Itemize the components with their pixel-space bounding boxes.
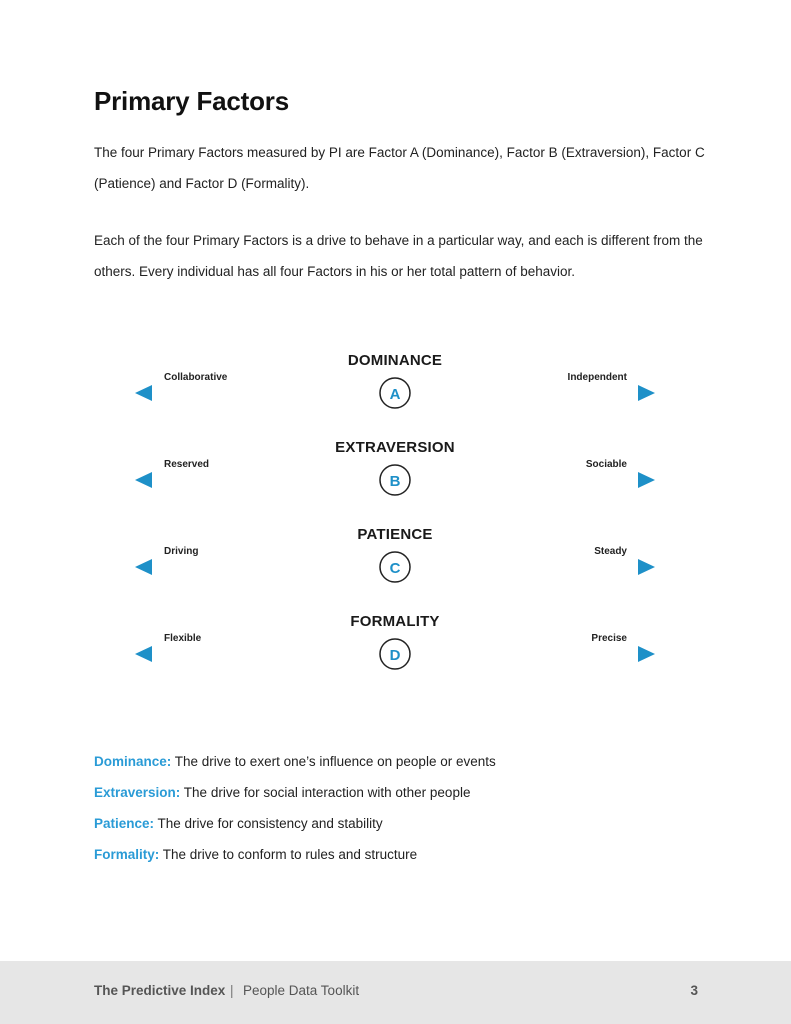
scale-title: PATIENCE (357, 526, 433, 543)
scale-right-label: Independent (567, 372, 627, 383)
footer-brand: The Predictive Index (94, 983, 226, 998)
patience-scale (130, 526, 660, 586)
definition-text: The drive to conform to rules and structure (159, 847, 418, 862)
scale-title: DOMINANCE (347, 352, 443, 369)
definition-dominance (94, 746, 714, 777)
left-arrowhead-icon (135, 646, 152, 662)
definition-text: The drive for consistency and stability (154, 816, 383, 831)
description-paragraph: Each of the four Primary Factors is a drive to behave in a particular way, and each is different from the others. Every individual has all four Factors in his or her total pattern of behavior. (94, 233, 703, 279)
definition-term: Dominance: (94, 754, 172, 769)
factor-letter: B (389, 473, 401, 490)
intro-paragraph: The four Primary Factors measured by PI are Factor A (Dominance), Factor B (Extraversion), Factor C (Patience) and Factor D (Formality). (94, 145, 705, 191)
definition-text: The drive to exert one’s influence on people or events (171, 754, 496, 769)
scale-title: EXTRAVERSION (335, 439, 455, 456)
factor-letter: C (389, 560, 401, 577)
page-title: Primary Factors (94, 86, 289, 116)
scale-left-label: Driving (164, 546, 199, 557)
scale-right-label: Steady (594, 546, 627, 557)
scale-right-label: Sociable (585, 459, 627, 470)
scale-left-label: Reserved (164, 459, 210, 470)
page-footer (0, 961, 791, 1024)
right-arrowhead-icon (638, 472, 655, 488)
formality-scale (130, 613, 660, 673)
definition-formality (94, 839, 714, 870)
scale-left-label: Flexible (164, 633, 202, 644)
factor-letter: A (389, 386, 401, 403)
extraversion-scale (130, 439, 660, 499)
footer-separator: | (230, 983, 234, 998)
definition-term: Formality: (94, 847, 160, 862)
page-number: 3 (690, 983, 698, 998)
footer-doc-title: People Data Toolkit (243, 983, 360, 998)
scale-right-label: Precise (591, 633, 627, 644)
left-arrowhead-icon (135, 472, 152, 488)
scale-title: FORMALITY (350, 613, 440, 630)
definitions-list (94, 746, 714, 870)
dominance-scale (130, 352, 660, 412)
factor-letter: D (389, 647, 401, 664)
definition-patience (94, 808, 714, 839)
right-arrowhead-icon (638, 646, 655, 662)
scale-left-label: Collaborative (164, 372, 228, 383)
definition-term: Extraversion: (94, 785, 181, 800)
right-arrowhead-icon (638, 385, 655, 401)
left-arrowhead-icon (135, 385, 152, 401)
definition-text: The drive for social interaction with other people (180, 785, 471, 800)
left-arrowhead-icon (135, 559, 152, 575)
definition-extraversion (94, 777, 714, 808)
right-arrowhead-icon (638, 559, 655, 575)
definition-term: Patience: (94, 816, 155, 831)
